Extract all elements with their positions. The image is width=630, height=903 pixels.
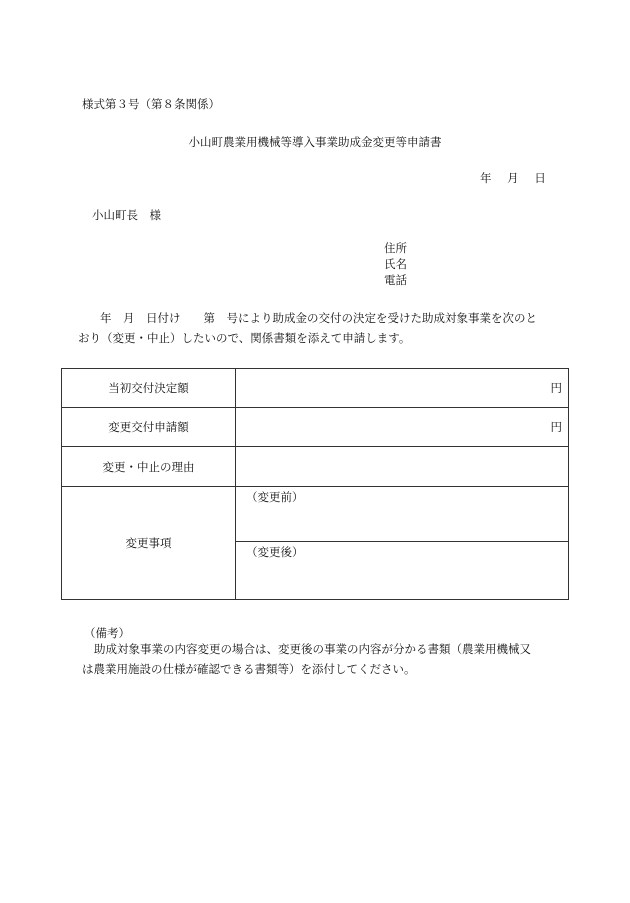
change-after-label: （変更後）: [246, 545, 304, 559]
requested-amount-field[interactable]: [236, 408, 568, 446]
applicant-block: [384, 240, 407, 288]
requested-amount-unit: 円: [550, 420, 562, 434]
applicant-name-label: 氏名: [384, 257, 407, 271]
form-number: 様式第３号（第８条関係）: [82, 97, 220, 111]
statement-line-2: おり（変更・中止）したいので、関係書類を添えて申請します。: [78, 331, 411, 345]
applicant-phone-label: 電話: [384, 273, 407, 287]
reason-label: 変更・中止の理由: [62, 447, 236, 486]
application-statement: [78, 308, 558, 348]
addressee: 小山町長 様: [92, 208, 161, 222]
initial-amount-field[interactable]: [236, 369, 568, 407]
change-before-field[interactable]: [236, 487, 568, 542]
notes-line-2: は農業用施設の仕様が確認できる書類等）を添付してください。: [82, 662, 416, 676]
date-day: 日: [534, 171, 546, 185]
date-month: 月: [507, 171, 519, 185]
applicant-address-label: 住所: [384, 241, 407, 255]
date-line: [480, 170, 546, 186]
row-initial-amount: [62, 369, 568, 408]
row-reason: [62, 447, 568, 487]
date-year: 年: [480, 171, 492, 185]
change-before-label: （変更前）: [246, 490, 304, 504]
reason-field[interactable]: [236, 447, 568, 486]
document-title: 小山町農業用機械等導入事業助成金変更等申請書: [188, 135, 442, 149]
statement-line-1: 年 月 日付け 第 号により助成金の交付の決定を受けた助成対象事業を次のと: [100, 311, 537, 325]
notes-line-1: 助成対象事業の内容変更の場合は、変更後の事業の内容が分かる書類（農業用機械又: [94, 642, 531, 656]
row-changes: [62, 487, 568, 599]
changes-label: 変更事項: [62, 487, 236, 599]
application-table: [61, 368, 569, 600]
row-requested-amount: [62, 408, 568, 447]
requested-amount-label: 変更交付申請額: [62, 408, 236, 446]
notes-heading: （備考）: [84, 626, 130, 640]
initial-amount-unit: 円: [550, 381, 562, 395]
changes-cell: [236, 487, 568, 599]
initial-amount-label: 当初交付決定額: [62, 369, 236, 407]
change-after-field[interactable]: [236, 542, 568, 599]
notes-body: [80, 639, 564, 679]
